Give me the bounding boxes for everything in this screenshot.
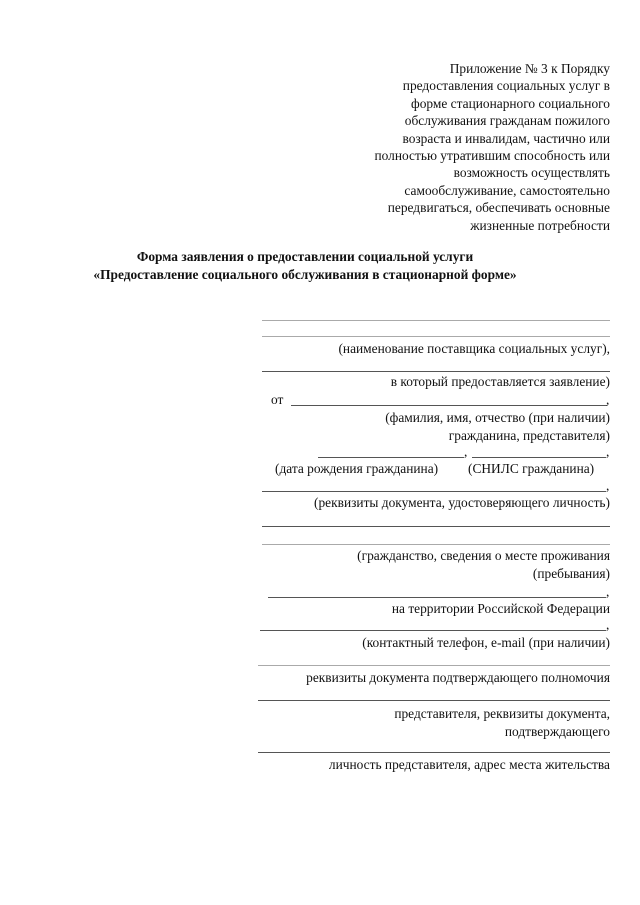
- appendix-line: Приложение № 3 к Порядку: [449, 61, 610, 76]
- comma: ,: [606, 444, 610, 459]
- comma: ,: [606, 617, 610, 632]
- representative-caption-1: реквизиты документа подтверждающего полномочия: [306, 670, 610, 685]
- birth-date-line[interactable]: [318, 457, 464, 458]
- snils-line[interactable]: [472, 457, 606, 458]
- from-label: от: [271, 392, 284, 407]
- citizenship-caption-1: (гражданство, сведения о месте проживания: [357, 548, 610, 563]
- representative-line-2[interactable]: [258, 700, 610, 701]
- form-title-line-2: «Предоставление социального обслуживания в стационарной форме»: [93, 267, 517, 282]
- residence-line[interactable]: [268, 597, 606, 598]
- provider-line-1[interactable]: [262, 320, 610, 321]
- appendix-line: предоставления социальных услуг в: [402, 78, 610, 94]
- form-title: [0, 248, 640, 284]
- comma: ,: [606, 584, 610, 599]
- representative-line-3[interactable]: [258, 752, 610, 753]
- provider-caption-2: в который предоставляется заявление): [390, 374, 610, 389]
- contact-line[interactable]: [260, 630, 606, 631]
- appendix-line: возраста и инвалидам, частично или: [402, 130, 610, 146]
- representative-line-1[interactable]: [258, 665, 610, 666]
- comma: ,: [606, 392, 610, 407]
- name-line[interactable]: [291, 405, 607, 406]
- form-title-line-1: Форма заявления о предоставлении социальной услуги: [136, 249, 474, 264]
- provider-line-3[interactable]: [262, 371, 610, 372]
- provider-caption: (наименование поставщика социальных услуг),: [338, 341, 610, 356]
- appendix-line: форме стационарного социального: [411, 95, 610, 111]
- representative-caption-4: личность представителя, адрес места жительства: [328, 757, 610, 772]
- snils-caption: (СНИЛС гражданина): [468, 461, 595, 476]
- representative-caption-3: подтверждающего: [504, 724, 610, 739]
- territory-caption: на территории Российской Федерации: [391, 601, 610, 616]
- comma: ,: [606, 478, 610, 493]
- id-doc-line[interactable]: [262, 491, 606, 492]
- id-doc-caption: (реквизиты документа, удостоверяющего личность): [314, 495, 610, 510]
- appendix-line: возможность осуществлять: [453, 165, 610, 181]
- appendix-line: жизненные потребности: [470, 217, 610, 233]
- appendix-line: передвигаться, обеспечивать основные: [387, 200, 610, 216]
- appendix-line: обслуживания гражданам пожилого: [404, 113, 610, 129]
- contact-caption: (контактный телефон, e-mail (при наличии): [362, 635, 610, 650]
- citizenship-line[interactable]: [262, 544, 610, 545]
- representative-caption-2: представителя, реквизиты документа,: [394, 706, 610, 721]
- appendix-note: [280, 60, 610, 234]
- appendix-line: самообслуживание, самостоятельно: [404, 182, 610, 198]
- comma: ,: [464, 444, 468, 459]
- birth-date-caption: (дата рождения гражданина): [275, 461, 439, 476]
- name-caption-1: (фамилия, имя, отчество (при наличии): [385, 410, 610, 425]
- name-caption-2: гражданина, представителя): [448, 428, 610, 443]
- provider-line-2[interactable]: [262, 336, 610, 337]
- citizenship-caption-2: (пребывания): [532, 566, 610, 581]
- appendix-line: полностью утратившим способность или: [374, 148, 610, 164]
- id-doc-line-2[interactable]: [262, 526, 610, 527]
